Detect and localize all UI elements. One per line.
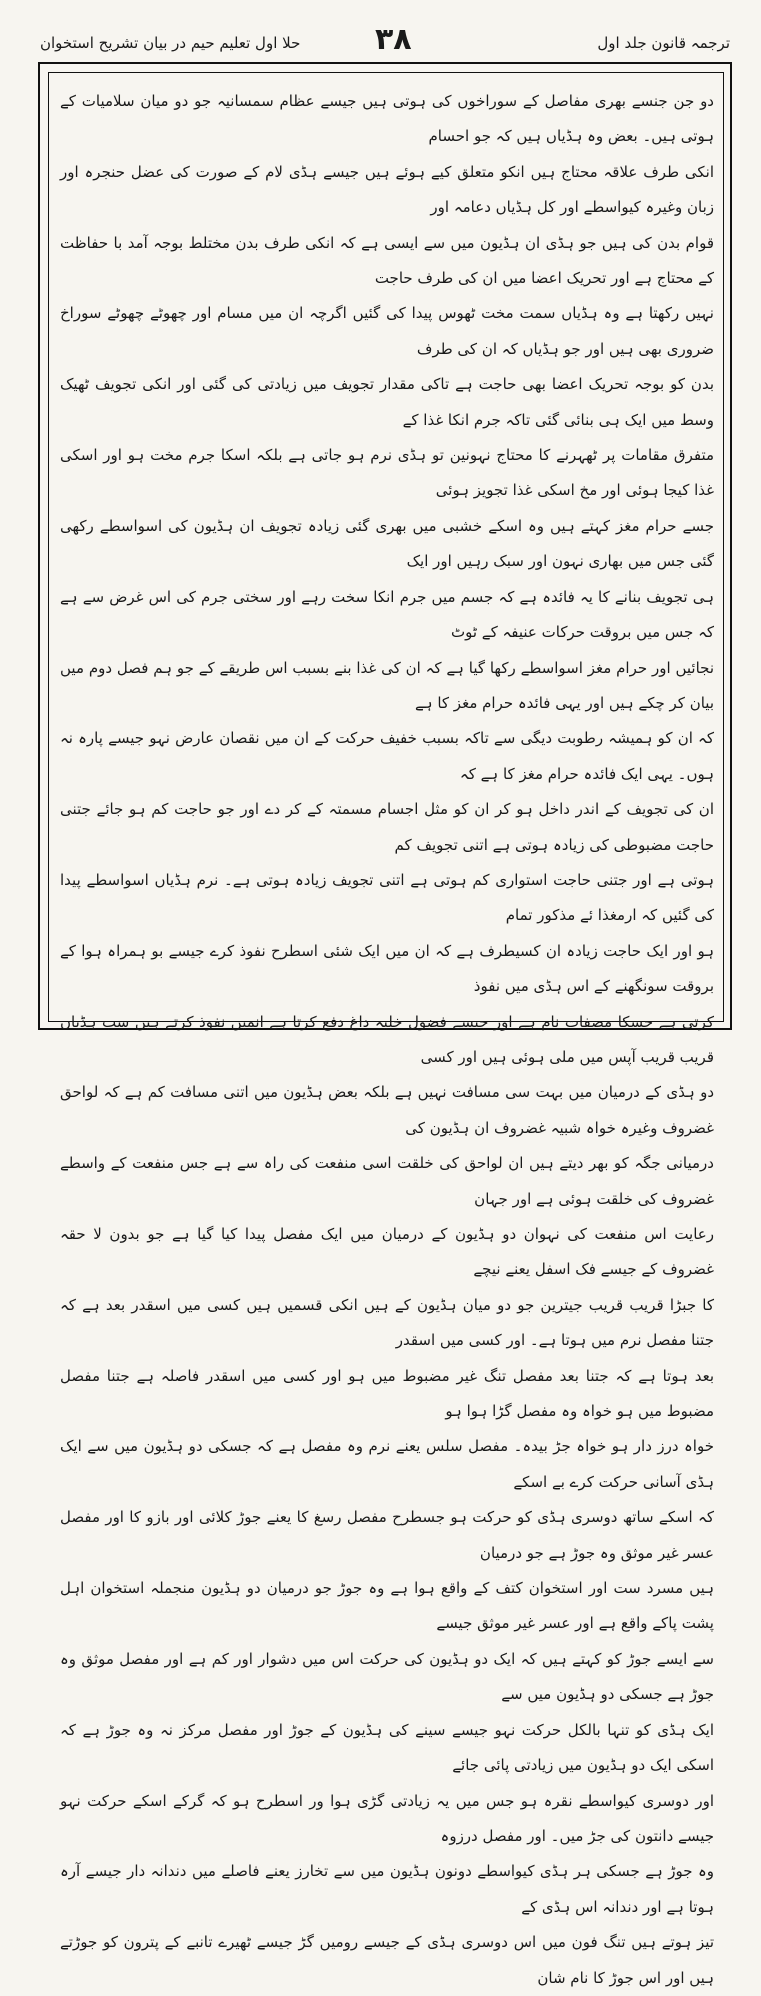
body-line: بدن کو بوجہ تحریک اعضا بھی حاجت ہے تاکی مقدار تجویف میں زیادتی کی گئی اور انکی تجویف ٹھیک وسط میں ایک ہی بنائی گئی تاکہ جرم انکا غذا کے (60, 375, 714, 429)
body-line: کہ اسکے ساتھ دوسری ہڈی کو حرکت ہو جسطرح مفصل رسغ کا یعنے جوڑ کلائی اور بازو کا اور مفصل عسر غیر موثق وہ جوڑ ہے جو درمیان (60, 1508, 714, 1562)
body-line: بعد ہوتا ہے کہ جتنا بعد مفصل تنگ غیر مضبوط میں ہو اور کسی میں اسقدر فاصلہ ہے جتنا مفصل مضبوط میں ہو خواہ وہ مفصل گڑا ہوا ہو (60, 1366, 714, 1421)
body-line: رعایت اس منفعت کی نہوان دو ہڈیون کے درمیان میں ایک مفصل پیدا کیا گیا ہے جو بدون لا حقہ غضروف کے جیسے فک اسفل یعنے نیچے (60, 1225, 714, 1279)
body-line: ایک ہڈی کو تنہا بالکل حرکت نہو جیسے سینے کی ہڈیون کے جوڑ اور مفصل مرکز نہ وہ جوڑ ہے کہ اسکی ایک دو ہڈیون میں زیادتی پائی جائے (60, 1720, 714, 1775)
body-line: متفرق مقامات پر ٹھہرنے کا محتاج نہونین تو ہڈی نرم ہو جاتی ہے بلکہ اسکا جرم مخت ہو اور اسکی غذا کیجا ہوئی اور مخ اسکی غذا تجویز ہوئی (60, 446, 714, 500)
body-line: ہوتی ہے اور جتنی حاجت استواری کم ہوتی ہے اتنی تجویف زیادہ ہوتی ہے۔ نرم ہڈیاں اسواسطے پیدا کی گئیں کہ ارمغذا ئے مذکور تمام (60, 870, 714, 925)
body-line: ان کی تجویف کے اندر داخل ہو کر ان کو مثل اجسام مسمتہ کے کر دے اور جو حاجت کم ہو جائے جتنی حاجت مضبوطی کی زیادہ ہوتی ہے اتنی تجویف کم (60, 800, 714, 854)
body-line: ہیں مسرد ست اور استخوان کتف کے واقع ہوا ہے وہ جوڑ جو درمیان دو ہڈیون منجملہ استخوان اہل پشت پاکے واقع ہے اور عسر غیر موثق جیسے (60, 1579, 714, 1633)
body-line: خواہ درز دار ہو خواہ جڑ بیدہ۔ مفصل سلس یعنے نرم وہ مفصل ہے کہ جسکی دو ہڈیون میں سے ایک ہڈی آسانی حرکت کرے بے اسکے (60, 1437, 714, 1491)
body-line: ہو اور ایک حاجت زیادہ ان کسیطرف ہے کہ ان میں ایک شئی اسطرح نفوذ کرے جیسے بو ہمراہ ہوا کے بروقت سونگھنے کے اس ہڈی میں نفوذ (60, 941, 714, 996)
body-line: جسے حرام مغز کہتے ہیں وہ اسکے خشبی میں بھری گئی زیادہ تجویف ان ہڈیون کی اسواسطے رکھی گئی جس میں بھاری نہون اور سبک رہیں اور ایک (60, 516, 714, 571)
body-line: کرتی ہے جسکا مصفات نام ہے اور جیسے فضول خلیہ داغ دفع کرتا ہے انمیں نفوذ کرتے ہیں سب ہڈیاں قریب قریب آپس میں ملی ہوئی ہیں اور کسی (60, 1012, 714, 1066)
body-line: تیز ہوتے ہیں تنگ فون میں اس دوسری ہڈی کے جیسے رومیں گڑ جیسے ٹھیرے تانبے کے پترون کو جوڑتے ہیں اور اس جوڑ کا نام شان (60, 1933, 714, 1987)
body-line: کا جبڑا قریب قریب جیترین جو دو میان ہڈیون کے ہیں انکی قسمیں ہیں کسی میں اسقدر بعد ہے کہ جتنا مفصل نرم میں ہوتا ہے۔ اور کسی میں اسقدر (60, 1295, 714, 1350)
body-line: دو جن جنسے بھری مفاصل کے سوراخوں کی ہوتی ہیں جیسے عظام سمسانیہ جو دو میان سلامیات کے ہوتی ہیں۔ بعض وہ ہڈیاں ہیں کہ جو احسام (60, 92, 714, 146)
body-line: قوام بدن کی ہیں جو ہڈی ان ہڈیون میں سے ایسی ہے کہ انکی طرف بدن مختلط بوجہ آمد با حفاظت کے محتاج ہے اور تحریک اعضا میں ان کی طرف حاجت (60, 233, 714, 288)
body-line: دو ہڈی کے درمیان میں بہت سی مسافت نہیں ہے بلکہ بعض ہڈیون میں اتنی مسافت کم ہے کہ لواحق غضروف وغیرہ خواہ شبیہ غضروف ان ہڈیون کی (60, 1083, 714, 1137)
body-line: وہ جوڑ ہے جسکی ہر ہڈی کیواسطے دونون ہڈیون میں سے تخارز یعنے فاصلے میں دندانہ دار جیسے آرہ ہوتا ہے اور دندانہ اس ہڈی کے (60, 1862, 714, 1916)
body-line: ہی تجویف بنانے کا یہ فائدہ ہے کہ جسم میں جرم انکا سخت رہے اور سختی جرم کی اس غرض سے ہے کہ جس میں بروقت حرکات عنیفہ کے ٹوٹ (60, 587, 714, 642)
body-line: اور دوسری کیواسطے نقرہ ہو جس میں یہ زیادتی گڑی ہوا ور اسطرح ہو کہ گرکے اسکے حرکت نہو جیسے دانتون کی جڑ میں۔ اور مفصل درزوہ (60, 1791, 714, 1845)
body-line: نہیں رکھتا ہے وہ ہڈیاں سمت مخت ٹھوس پیدا کی گئیں اگرچہ ان میں مسام اور چھوٹے چھوٹے سوراخ ضروری بھی ہیں اور جو ہڈیاں کہ ان کی طرف (60, 304, 714, 358)
page-number: ۳۸ (375, 22, 412, 57)
body-line: انکی طرف علاقہ محتاج ہیں انکو متعلق کیے ہوئے ہیں جیسے ہڈی لام کے صورت کی عضل حنجرہ اور زبان وغیرہ کیواسطے اور کل ہڈیاں دعامہ اور (60, 162, 714, 217)
running-title-left: حلا اول تعلیم حیم در بیان تشریح استخوان (40, 34, 301, 52)
page-header (40, 22, 730, 62)
body-line: کہ ان کو ہمیشہ رطوبت دیگی سے تاکہ بسبب خفیف حرکت کے ان میں نقصان عارض نہو جیسے پارہ نہ ہوں۔ یہی ایک فائدہ حرام مغز کا ہے کہ (60, 729, 714, 783)
body-line: درمیانی جگہ کو بھر دیتے ہیں ان لواحق کی خلقت اسی منفعت کی راہ سے ہے جس منفعت کے واسطے غضروف کی خلقت ہوئی ہے اور جہان (60, 1154, 714, 1208)
running-title-right: ترجمہ قانون جلد اول (597, 34, 730, 52)
body-text (60, 84, 714, 1987)
body-line: سے ایسے جوڑ کو کہتے ہیں کہ ایک دو ہڈیون کی حرکت اس میں دشوار اور کم ہے اور مفصل موثق وہ جوڑ ہے جسکی دو ہڈیون میں سے (60, 1649, 714, 1704)
body-line: نجائیں اور حرام مغز اسواسطے رکھا گیا ہے کہ ان کی غذا بنے بسبب اس طریقے کے جو ہم فصل دوم میں بیان کر چکے ہیں اور یہی فائدہ حرام مغز کا ہے (60, 658, 714, 712)
